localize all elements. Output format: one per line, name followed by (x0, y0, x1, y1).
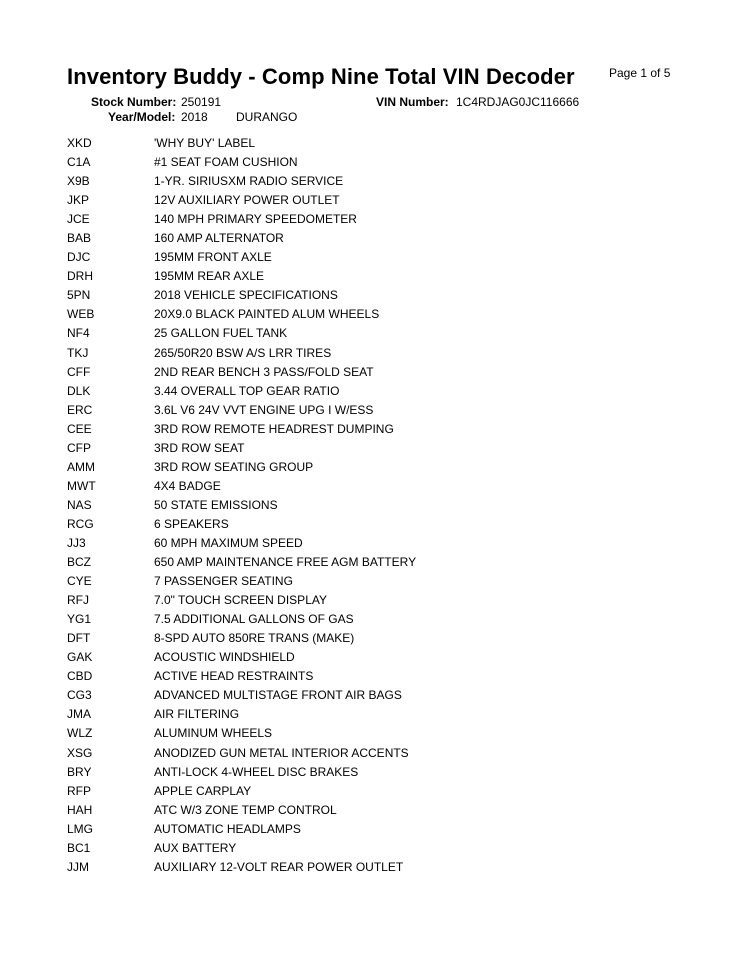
option-description: 2018 VEHICLE SPECIFICATIONS (154, 288, 338, 303)
option-code: C1A (67, 155, 91, 170)
option-description: 20X9.0 BLACK PAINTED ALUM WHEELS (154, 307, 380, 322)
option-code: BC1 (67, 840, 91, 855)
option-description: 3RD ROW SEAT (154, 440, 245, 455)
option-code: WLZ (67, 726, 93, 741)
option-description: 12V AUXILIARY POWER OUTLET (154, 193, 340, 208)
option-description: 2ND REAR BENCH 3 PASS/FOLD SEAT (154, 364, 374, 379)
option-description: 25 GALLON FUEL TANK (154, 326, 288, 341)
vin-number-value: 1C4RDJAG0JC116666 (456, 95, 580, 109)
option-code: YG1 (67, 612, 92, 627)
option-code: RFP (67, 783, 91, 798)
option-description: ADVANCED MULTISTAGE FRONT AIR BAGS (154, 688, 402, 703)
option-description: AIR FILTERING (154, 707, 240, 722)
option-code: BAB (67, 231, 92, 246)
model-value: DURANGO (236, 110, 298, 124)
option-code: ERC (67, 402, 93, 417)
option-description: ALUMINUM WHEELS (154, 726, 273, 741)
option-description: 650 AMP MAINTENANCE FREE AGM BATTERY (154, 555, 417, 570)
option-code: MWT (67, 478, 96, 493)
option-description: 3RD ROW REMOTE HEADREST DUMPING (154, 421, 394, 436)
option-code: CG3 (67, 688, 92, 703)
option-description: 140 MPH PRIMARY SPEEDOMETER (154, 212, 357, 227)
page-title: Inventory Buddy - Comp Nine Total VIN Decoder (67, 64, 575, 89)
option-code: CYE (67, 574, 92, 589)
option-code: NF4 (67, 326, 90, 341)
option-description: ACOUSTIC WINDSHIELD (154, 650, 295, 665)
option-code: JJM (67, 859, 89, 874)
option-code: X9B (67, 174, 90, 189)
year-model-label: Year/Model: (108, 110, 176, 124)
option-code: JCE (67, 212, 90, 227)
option-description: 'WHY BUY' LABEL (154, 136, 256, 150)
option-code: GAK (67, 650, 93, 665)
option-description: ATC W/3 ZONE TEMP CONTROL (154, 802, 337, 817)
option-code: 5PN (67, 288, 91, 303)
stock-number-label: Stock Number: (91, 95, 177, 109)
option-code: DLK (67, 383, 91, 398)
option-description: 8-SPD AUTO 850RE TRANS (MAKE) (154, 631, 355, 646)
option-code: RFJ (67, 593, 89, 608)
option-code: LMG (67, 821, 94, 836)
option-description: #1 SEAT FOAM CUSHION (154, 155, 298, 170)
option-code: RCG (67, 516, 94, 531)
option-description: 7.0" TOUCH SCREEN DISPLAY (154, 593, 327, 608)
option-description: AUX BATTERY (154, 840, 237, 855)
option-code: DFT (67, 631, 91, 646)
option-code: XSG (67, 745, 93, 760)
option-description: 60 MPH MAXIMUM SPEED (154, 535, 303, 550)
option-code: CFF (67, 364, 91, 379)
option-description: 50 STATE EMISSIONS (154, 497, 278, 512)
option-code: JKP (67, 193, 90, 208)
option-description: 4X4 BADGE (154, 478, 221, 493)
option-code: HAH (67, 802, 93, 817)
vin-number-label: VIN Number: (376, 95, 449, 109)
option-code: WEB (67, 307, 95, 322)
option-code: BRY (67, 764, 92, 779)
option-code: JMA (67, 707, 91, 722)
option-description: 195MM REAR AXLE (154, 269, 265, 284)
page-number: Page 1 of 5 (609, 66, 671, 80)
option-code: XKD (67, 136, 92, 150)
option-description: 7 PASSENGER SEATING (154, 574, 293, 589)
option-description: ANTI-LOCK 4-WHEEL DISC BRAKES (154, 764, 359, 779)
option-code: NAS (67, 497, 92, 512)
option-code: CBD (67, 669, 93, 684)
option-description: AUXILIARY 12-VOLT REAR POWER OUTLET (154, 859, 404, 874)
option-code: TKJ (67, 345, 89, 360)
option-description: 7.5 ADDITIONAL GALLONS OF GAS (154, 612, 354, 627)
option-code: DRH (67, 269, 93, 284)
option-description: 6 SPEAKERS (154, 516, 229, 531)
option-description: ACTIVE HEAD RESTRAINTS (154, 669, 314, 684)
option-description: 265/50R20 BSW A/S LRR TIRES (154, 345, 332, 360)
option-description: AUTOMATIC HEADLAMPS (154, 821, 301, 836)
option-description: ANODIZED GUN METAL INTERIOR ACCENTS (154, 745, 409, 760)
option-description: 195MM FRONT AXLE (154, 250, 272, 265)
option-code: JJ3 (67, 535, 86, 550)
option-description: 160 AMP ALTERNATOR (154, 231, 284, 246)
option-description: APPLE CARPLAY (154, 783, 252, 798)
year-value: 2018 (181, 110, 208, 124)
option-code: DJC (67, 250, 91, 265)
option-description: 1-YR. SIRIUSXM RADIO SERVICE (154, 174, 344, 189)
stock-number-value: 250191 (181, 95, 222, 109)
option-description: 3.6L V6 24V VVT ENGINE UPG I W/ESS (154, 402, 374, 417)
option-code: AMM (67, 459, 95, 474)
option-description: 3RD ROW SEATING GROUP (154, 459, 314, 474)
option-code: CFP (67, 440, 91, 455)
option-description: 3.44 OVERALL TOP GEAR RATIO (154, 383, 340, 398)
option-code: BCZ (67, 555, 91, 570)
option-code: CEE (67, 421, 92, 436)
